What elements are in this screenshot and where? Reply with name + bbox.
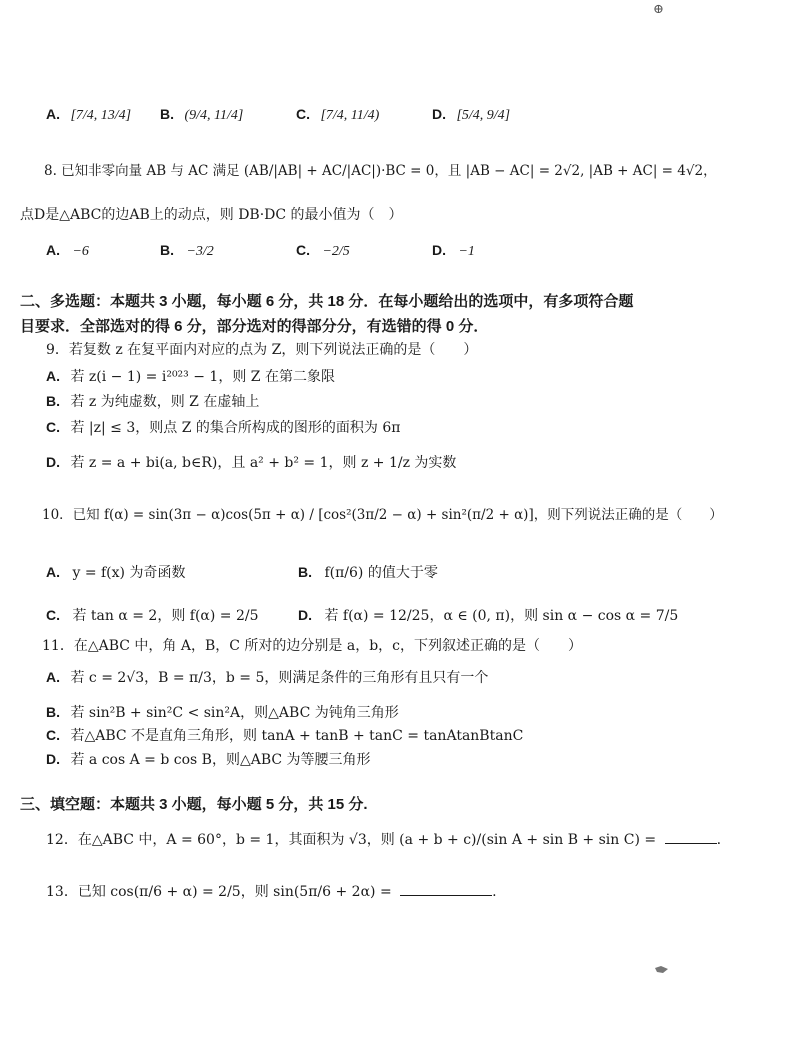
option-letter: D. bbox=[298, 607, 312, 623]
option-letter: B. bbox=[298, 564, 312, 580]
option-text: 若 sin²B + sin²C < sin²A，则△ABC 为钝角三角形 bbox=[70, 705, 399, 721]
option-letter: B. bbox=[46, 393, 60, 409]
section-2-title-line2: 目要求．全部选对的得 6 分，部分选对的得部分分，有选错的得 0 分． bbox=[20, 318, 489, 335]
option-letter: C. bbox=[46, 607, 60, 623]
option-text: 若 z(i − 1) = i²⁰²³ − 1，则 Z 在第二象限 bbox=[70, 369, 335, 385]
q8-option-d bbox=[432, 242, 475, 261]
option-text: 若 c = 2√3，B = π/3，b = 5，则满足条件的三角形有且只有一个 bbox=[70, 670, 489, 686]
q13-stem bbox=[46, 884, 497, 901]
q8-option-a bbox=[46, 242, 89, 261]
section-2-title-line1: 二、多选题：本题共 3 小题，每小题 6 分，共 18 分．在每小题给出的选项中，有多项符合题 bbox=[20, 293, 634, 310]
option-letter: B. bbox=[160, 106, 174, 122]
q12-stem bbox=[46, 832, 721, 849]
corner-mark: ⊕ bbox=[653, 2, 664, 17]
option-text: 若△ABC 不是直角三角形，则 tanA + tanB + tanC = tanAtanBtanC bbox=[70, 728, 524, 744]
q10-option-c bbox=[46, 607, 259, 625]
option-text: y = f(x) 为奇函数 bbox=[72, 565, 186, 581]
q10-option-a bbox=[46, 564, 185, 582]
q11-option-a bbox=[46, 669, 488, 687]
q7-option-b bbox=[160, 106, 243, 125]
option-text: 若 z 为纯虚数，则 Z 在虚轴上 bbox=[70, 394, 260, 410]
option-letter: A. bbox=[46, 106, 60, 122]
q11-option-d bbox=[46, 751, 371, 769]
q8-stem-line1: 8. 已知非零向量 AB 与 AC 满足 (AB/|AB| + AC/|AC|)·BC = 0，且 |AB − AC| = 2√2, |AB + AC| = 4√2， bbox=[44, 163, 717, 179]
option-letter: D. bbox=[432, 106, 446, 122]
q7-option-c bbox=[296, 106, 379, 125]
q9-option-b bbox=[46, 393, 259, 411]
q12-end: . bbox=[716, 832, 722, 848]
option-letter: A. bbox=[46, 669, 60, 685]
q10-stem: 10．已知 f(α) = sin(3π − α)cos(5π + α) / [cos²(3π/2 − α) + sin²(π/2 + α)]，则下列说法正确的是（ ） bbox=[42, 507, 723, 523]
option-text: −2/5 bbox=[322, 244, 350, 259]
option-text: 若 f(α) = 12/25，α ∈ (0, π)，则 sin α − cos α = 7/5 bbox=[324, 608, 679, 624]
q9-option-c bbox=[46, 419, 400, 437]
option-letter: C. bbox=[46, 419, 60, 435]
q13-answer-blank[interactable] bbox=[400, 895, 492, 896]
q11-option-b bbox=[46, 704, 399, 722]
q10-option-b bbox=[298, 564, 438, 582]
option-text: [7/4, 11/4) bbox=[320, 108, 380, 123]
q8-option-b bbox=[160, 242, 214, 261]
q12-answer-blank[interactable] bbox=[665, 843, 717, 844]
q10-option-d bbox=[298, 607, 678, 625]
option-text: f(π/6) 的值大于零 bbox=[324, 565, 438, 581]
option-letter: A. bbox=[46, 564, 60, 580]
option-letter: C. bbox=[296, 242, 310, 258]
option-text: −3/2 bbox=[186, 244, 214, 259]
option-letter: A. bbox=[46, 368, 60, 384]
q7-option-a bbox=[46, 106, 131, 125]
option-letter: B. bbox=[160, 242, 174, 258]
q9-stem: 9．若复数 z 在复平面内对应的点为 Z，则下列说法正确的是（ ） bbox=[46, 342, 478, 358]
option-letter: D. bbox=[46, 454, 60, 470]
option-text: 若 tan α = 2，则 f(α) = 2/5 bbox=[72, 608, 259, 624]
q7-option-d bbox=[432, 106, 510, 125]
q8-stem-line2: 点D是△ABC的边AB上的动点，则 DB·DC 的最小值为（ ） bbox=[20, 207, 403, 223]
q13-end: . bbox=[492, 884, 497, 900]
q13-text: 13．已知 cos(π/6 + α) = 2/5，则 sin(5π/6 + 2α) = bbox=[46, 884, 392, 900]
option-letter: D. bbox=[46, 751, 60, 767]
option-text: 若 a cos A = b cos B，则△ABC 为等腰三角形 bbox=[70, 752, 371, 768]
option-letter: C. bbox=[296, 106, 310, 122]
option-text: 若 z = a + bi(a, b∈R)，且 a² + b² = 1，则 z + 1/z 为实数 bbox=[70, 455, 457, 471]
option-letter: A. bbox=[46, 242, 60, 258]
section-3-title: 三、填空题：本题共 3 小题，每小题 5 分，共 15 分. bbox=[20, 796, 368, 813]
option-letter: B. bbox=[46, 704, 60, 720]
option-letter: D. bbox=[432, 242, 446, 258]
q8-option-c bbox=[296, 242, 350, 261]
q11-stem: 11．在△ABC 中，角 A，B，C 所对的边分别是 a，b，c，下列叙述正确的是（ ） bbox=[42, 638, 583, 654]
q11-option-c bbox=[46, 727, 523, 745]
q9-option-a bbox=[46, 368, 335, 386]
option-text: [7/4, 13/4] bbox=[70, 108, 132, 123]
option-letter: C. bbox=[46, 727, 60, 743]
option-text: −1 bbox=[458, 244, 475, 259]
q9-option-d bbox=[46, 454, 456, 472]
option-text: −6 bbox=[72, 244, 89, 259]
scan-mark-icon bbox=[654, 965, 670, 975]
option-text: 若 |z| ≤ 3，则点 Z 的集合所构成的图形的面积为 6π bbox=[70, 420, 401, 436]
option-text: [5/4, 9/4] bbox=[456, 108, 511, 123]
option-text: (9/4, 11/4] bbox=[184, 108, 244, 123]
q12-text: 12．在△ABC 中，A = 60°，b = 1，其面积为 √3，则 (a + b + c)/(sin A + sin B + sin C) = bbox=[46, 832, 657, 848]
